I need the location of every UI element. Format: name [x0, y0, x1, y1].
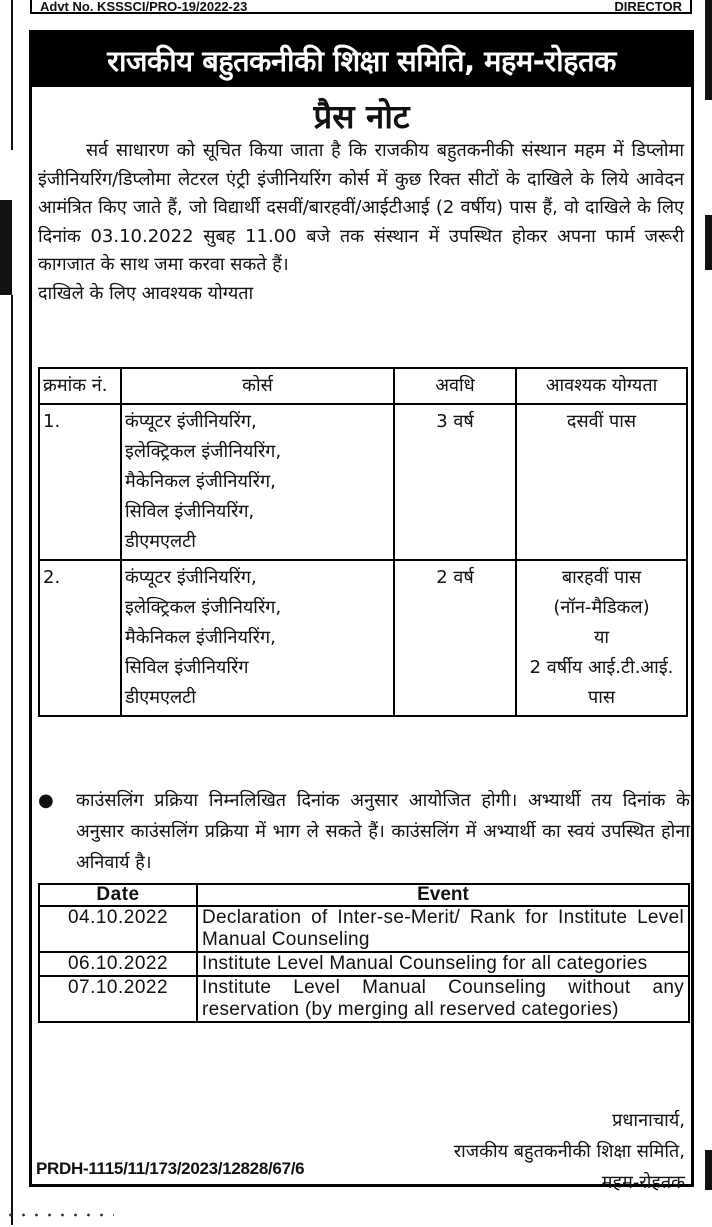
event-date: 04.10.2022: [39, 906, 197, 952]
requirement-label: दाखिले के लिए आवश्यक योग्यता: [38, 282, 254, 304]
course-item: इलेक्ट्रिकल इंजीनियरिंग,: [125, 597, 282, 618]
dotted-separator: [4, 1211, 114, 1219]
adjacent-column-edge-right: [703, 0, 712, 1227]
course-item: डीएमएलटी: [125, 531, 196, 552]
header-event: Event: [197, 884, 689, 906]
row-duration: 3 वर्ष: [394, 404, 516, 560]
signature-block: [454, 1105, 685, 1198]
header-course: कोर्स: [121, 368, 394, 404]
event-date: 06.10.2022: [39, 952, 197, 976]
course-item: मैकेनिकल इंजीनियरिंग,: [125, 627, 276, 648]
signatory-organization: राजकीय बहुतकनीकी शिक्षा समिति,: [453, 1141, 685, 1162]
counseling-note: [38, 785, 690, 878]
event-text: Institute Level Manual Counseling without any reservation (by merging all reserved categories): [197, 976, 689, 1022]
table-row: [39, 404, 687, 560]
event-text: Institute Level Manual Counseling for all categories: [197, 952, 689, 976]
course-item: कंप्यूटर इंजीनियरिंग,: [125, 567, 257, 588]
signatory-title: प्रधानाचार्य,: [612, 1110, 685, 1131]
row-duration: 2 वर्ष: [394, 560, 516, 716]
row-eligibility: [516, 560, 687, 716]
advt-number: Advt No. KSSSCI/PRO-19/2022-23: [40, 0, 248, 14]
course-item: कंप्यूटर इंजीनियरिंग,: [125, 411, 257, 432]
eligibility-line: 2 वर्षीय आई.टी.आई.: [529, 657, 674, 678]
table-row: [39, 906, 689, 952]
table-row: [39, 560, 687, 716]
reference-number: PRDH-1115/11/173/2023/12828/67/6: [36, 1159, 305, 1178]
table-row: [39, 952, 689, 976]
course-item: सिविल इंजीनियरिंग,: [125, 501, 255, 522]
press-notice: [29, 30, 694, 1193]
course-item: मैकेनिकल इंजीनियरिंग,: [125, 471, 276, 492]
eligibility-line: दसवीं पास: [566, 411, 637, 432]
event-table: [38, 883, 690, 1023]
header-sno: क्रमांक नं.: [39, 368, 121, 404]
intro-paragraph: सर्व साधारण को सूचित किया जाता है कि राजकीय बहुतकनीकी संस्थान महम में डिप्लोमा इंजीनियरिंग/डिप्लोमा लेटरल एंट्री इंजीनियरिंग कोर्स में कुछ रिक्त सीटों के दाखिले के लिये आवेदन आमंत्रित किए जाते हैं, जो विद्यार्थी दसवीं/बारहवीं/आईटीआई (2 वर्षीय) पास हैं, वो दाखिले के लिए दिनांक 03.10.2022 सुबह 11.00 बजे तक संस्थान में उपस्थित होकर अपना फार्म जरूरी कागजात के साथ जमा करवा सकते हैं।: [38, 140, 684, 275]
table-row: [39, 976, 689, 1022]
header-date: Date: [39, 884, 197, 906]
header-eligibility: आवश्यक योग्यता: [516, 368, 687, 404]
notice-heading: प्रैस नोट: [313, 97, 410, 136]
adjacent-column-edge-left: [0, 0, 14, 1227]
event-table-header: [39, 884, 689, 906]
bullet-icon: ●: [38, 790, 54, 811]
header-strip: [30, 0, 692, 14]
organization-banner: राजकीय बहुतकनीकी शिक्षा समिति, महम-रोहतक: [32, 33, 691, 87]
counseling-note-text: काउंसलिंग प्रक्रिया निम्नलिखित दिनांक अनुसार आयोजित होगी। अभ्यार्थी तय दिनांक के अनुसार काउंसलिंग प्रक्रिया में भाग ले सकते हैं। काउंसलिंग में अभ्यार्थी का स्वयं उपस्थित होना अनिवार्य है।: [76, 790, 690, 873]
header-duration: अवधि: [394, 368, 516, 404]
course-table: [38, 367, 688, 717]
row-courses: [121, 404, 394, 560]
course-item: इलेक्ट्रिकल इंजीनियरिंग,: [125, 441, 282, 462]
row-sno: 2.: [39, 560, 121, 716]
course-item: डीएमएलटी: [125, 687, 196, 708]
row-courses: [121, 560, 394, 716]
eligibility-line: (नॉन-मैडिकल): [553, 597, 650, 618]
eligibility-line: या: [593, 627, 610, 648]
event-text: Declaration of Inter-se-Merit/ Rank for Institute Level Manual Counseling: [197, 906, 689, 952]
event-date: 07.10.2022: [39, 976, 197, 1022]
signatory-location: महम-रोहतक: [601, 1172, 685, 1193]
director-label: DIRECTOR: [614, 0, 682, 14]
course-table-header: [39, 368, 687, 404]
row-sno: 1.: [39, 404, 121, 560]
row-eligibility: [516, 404, 687, 560]
eligibility-line: पास: [587, 687, 616, 708]
eligibility-line: बारहवीं पास: [561, 567, 642, 588]
course-item: सिविल इंजीनियरिंग: [125, 657, 249, 678]
